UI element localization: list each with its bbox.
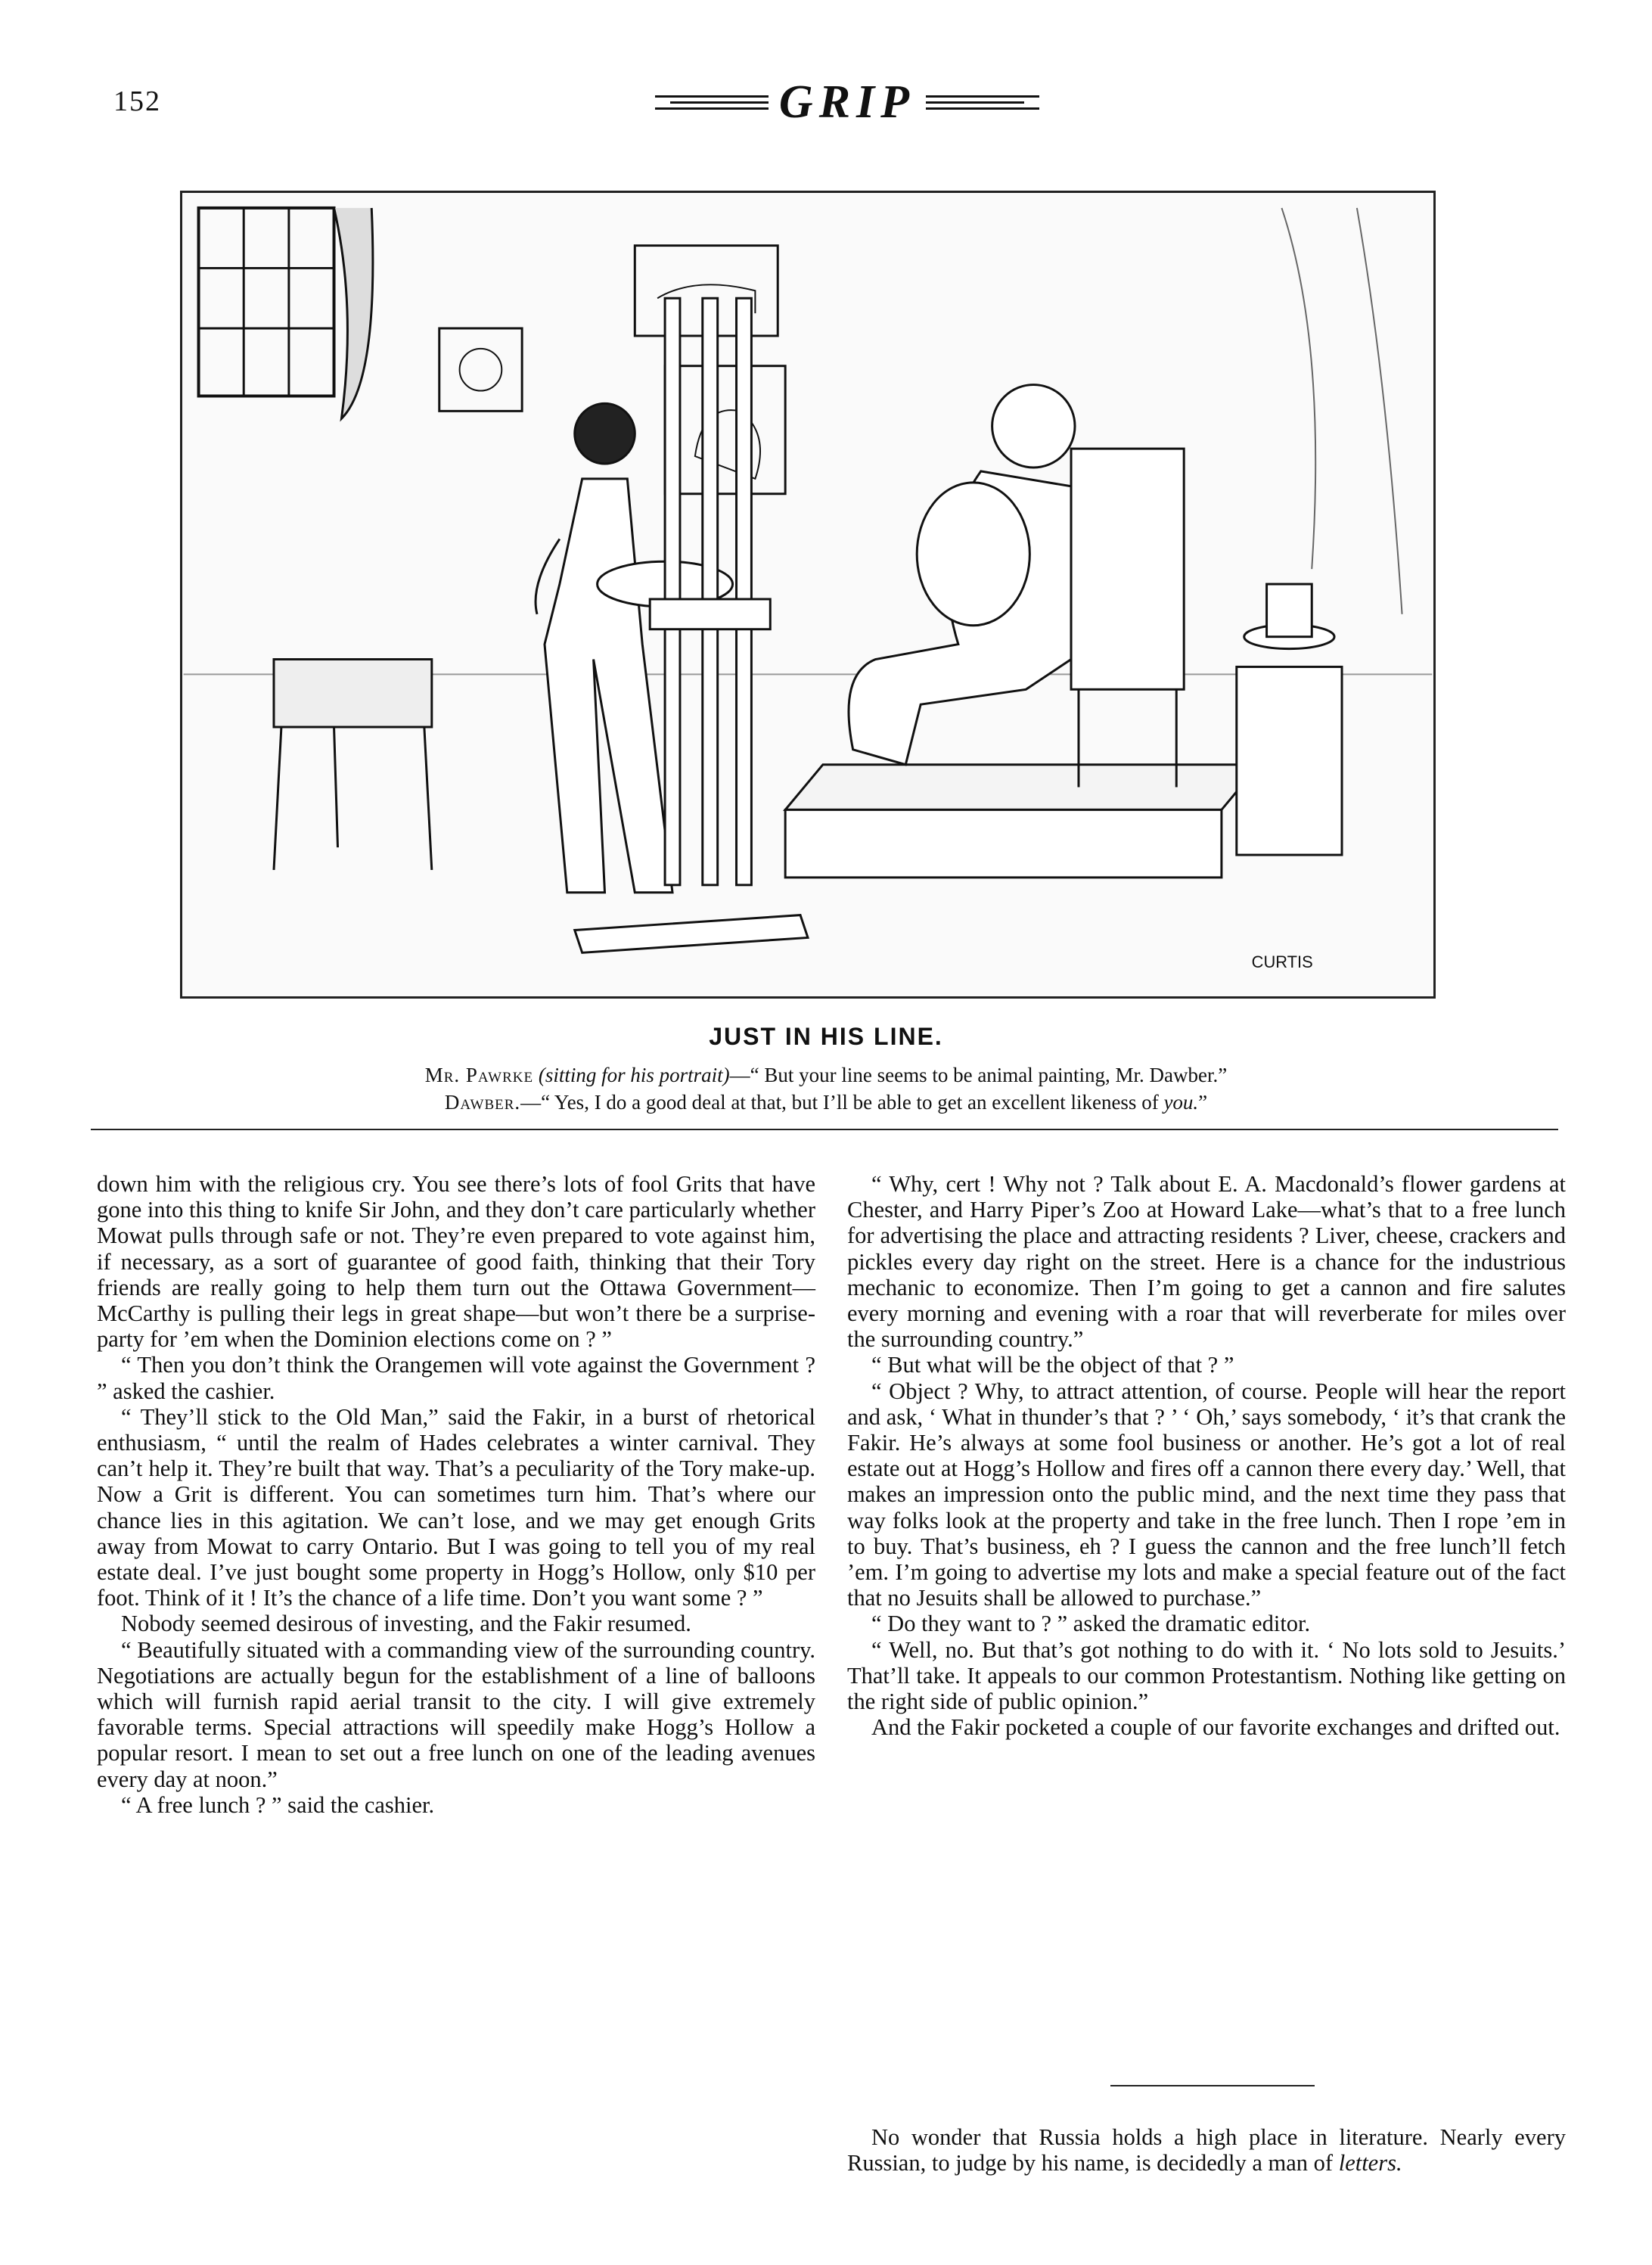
cartoon-signature: CURTIS bbox=[1251, 952, 1313, 972]
masthead bbox=[620, 76, 1074, 129]
masthead-rule-right bbox=[926, 95, 1039, 110]
caption-divider bbox=[91, 1129, 1558, 1130]
caption-line-1 bbox=[0, 1064, 1652, 1087]
side-table-with-hat bbox=[1237, 584, 1342, 855]
artist-figure bbox=[536, 403, 672, 892]
sitter-figure bbox=[849, 385, 1075, 765]
ox-head-picture bbox=[439, 328, 522, 411]
article-column-left bbox=[97, 1171, 815, 1818]
pig-picture bbox=[665, 366, 785, 494]
filler-text: No wonder that Russia holds a high place in literature. Nearly every Russian, to judge by his name, is decidedly a man of bbox=[847, 2124, 1566, 2176]
filler-emphasis: letters. bbox=[1338, 2150, 1402, 2176]
article-paragraph: down him with the religious cry. You see there’s lots of fool Grits that have gone into this thing to knife Sir John, and they don’t care particularly whether Mowat pulls through safe or not. They’re even prepared to vote against him, if necessary, as a sort of guarantee of good faith, thinking that their Tory friends are really going to help them turn out the Ottawa Government—McCarthy is pulling their legs in great shape—but won’t there be a surprise-party for ’em when the Dominion elections come on ? ” bbox=[97, 1171, 815, 1353]
window-curtain bbox=[334, 208, 373, 418]
caption-emphasis: you. bbox=[1163, 1091, 1199, 1114]
caption-stage-direction: (sitting for his portrait) bbox=[538, 1064, 730, 1086]
caption-speaker-2: Dawber. bbox=[444, 1091, 521, 1114]
caption-quote-2: —“ Yes, I do a good deal at that, but I’ll be able to get an excellent likeness of bbox=[520, 1091, 1164, 1114]
article-paragraph: “ Object ? Why, to attract attention, of course. People will hear the report and ask, ‘ What in thunder’s that ? ’ ‘ Oh,’ says somebody, ‘ it’s that crank the Fakir. He’s always at some fool business or another. He’s got a lot of real estate out at Hogg’s Hollow and fires off a cannon there every day.’ Well, that makes an impression onto the public mind, and the next time they pass that way folks look at the property and take in the free lunch. Then I rope ’em in to buy. That’s business, eh ? I guess the cannon and the free lunch’ll fetch ’em. I’m going to advertise my lots and make a special feature out of the fact that no Jesuits shall be allowed to purchase.” bbox=[847, 1378, 1566, 1611]
article-paragraph: “ Well, no. But that’s got nothing to do with it. ‘ No lots sold to Jesuits.’ That’ll take. It appeals to our common Protestantism. Nothing like getting on the right side of public opinion.” bbox=[847, 1636, 1566, 1715]
cartoon-illustration bbox=[180, 191, 1436, 999]
sitter-chair bbox=[1071, 449, 1184, 787]
article-paragraph: Nobody seemed desirous of investing, and the Fakir resumed. bbox=[121, 1611, 691, 1637]
article-column-right bbox=[847, 1171, 1566, 1740]
caption-close: ” bbox=[1198, 1091, 1208, 1114]
backdrop-curtain bbox=[1281, 208, 1402, 614]
article-paragraph: “ Do they want to ? ” asked the dramatic editor. bbox=[871, 1611, 1311, 1637]
caption-line-2 bbox=[0, 1091, 1652, 1114]
caption-quote-1: —“ But your line seems to be animal painting, Mr. Dawber.” bbox=[729, 1064, 1228, 1086]
article-paragraph: “ They’ll stick to the Old Man,” said the Fakir, in a burst of rhetorical enthusiasm, “ until the realm of Hades celebrates a winter carnival. They can’t help it. They’re built that way. That’s a peculiarity of the Tory make-up. Now a Grit is different. You can sometimes turn him. That’s where our chance lies in this agitation. We can’t lose, and we may get enough Grits away from Mowat to carry Ontario. But I was going to tell you of my real estate deal. I’ve just bought some property in Hogg’s Hollow, only $10 per foot. Think of it ! It’s the chance of a life time. Don’t you want some ? ” bbox=[97, 1403, 815, 1611]
article-paragraph: And the Fakir pocketed a couple of our favorite exchanges and drifted out. bbox=[871, 1714, 1560, 1741]
article-paragraph: “ Then you don’t think the Orangemen will vote against the Government ? ” asked the cashier. bbox=[97, 1352, 815, 1404]
caption-title: JUST IN HIS LINE. bbox=[709, 1023, 943, 1050]
page-number: 152 bbox=[113, 85, 161, 117]
magazine-title: GRIP bbox=[778, 76, 916, 128]
article-paragraph: “ Beautifully situated with a commanding view of the surrounding country. Negotiations are actually begun for the establishment of a line of balloons which will furnish rapid aerial transit to the city. I will give extremely favorable terms. Special attractions will speedily make Hogg’s Hollow a popular resort. I mean to set out a free lunch on one of the leading avenues every day at noon.” bbox=[97, 1636, 815, 1792]
studio-window bbox=[199, 208, 334, 396]
article-paragraph: “ But what will be the object of that ? ” bbox=[871, 1352, 1234, 1378]
article-paragraph: “ Why, cert ! Why not ? Talk about E. A. Macdonald’s flower gardens at Chester, and Harry Piper’s Zoo at Howard Lake—what’s that to a free lunch for advertising the place and attracting residents ? Liver, cheese, crackers and pickles every day right on the street. Here is a chance for the industrious mechanic to economize. Then I’m going to get a cannon and fire salutes every morning and evening with a roar that will reverberate for miles over the surrounding country.” bbox=[847, 1171, 1566, 1353]
caption-speaker-1: Mr. Pawrke bbox=[424, 1064, 534, 1086]
platform bbox=[785, 765, 1259, 878]
filler-paragraph bbox=[847, 2124, 1566, 2176]
section-divider bbox=[1110, 2085, 1315, 2086]
chair bbox=[274, 660, 432, 870]
masthead-rule-left bbox=[655, 95, 769, 110]
article-paragraph: “ A free lunch ? ” said the cashier. bbox=[121, 1791, 435, 1818]
